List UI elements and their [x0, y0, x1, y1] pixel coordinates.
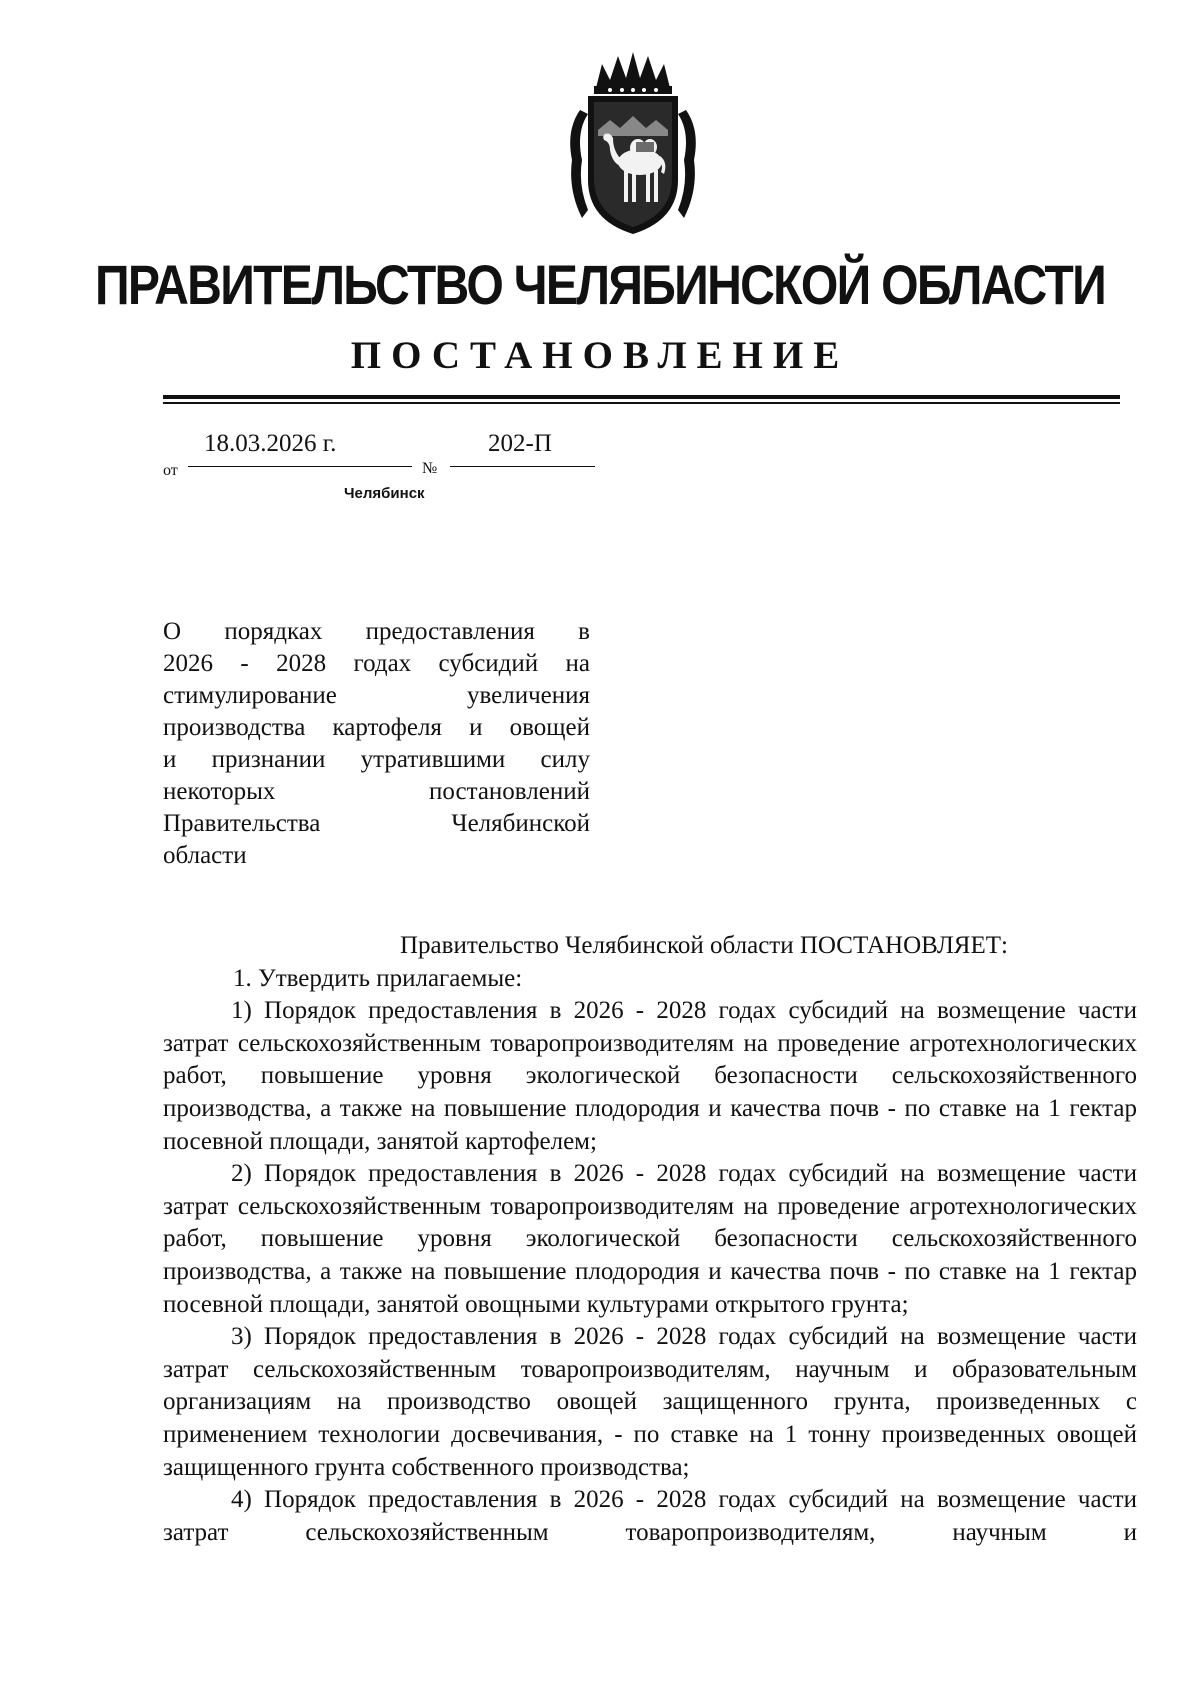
city-name: Челябинск — [344, 485, 425, 502]
document-kind-title: ПОСТАНОВЛЕНИЕ — [350, 334, 850, 377]
document-body — [163, 930, 1137, 1549]
subject-line: и признании утратившими силу — [163, 746, 590, 773]
paragraph-subitem-2: 2) Порядок предоставления в 2026 - 2028 годах субсидий на возмещение части затрат сельскохозяйственным товаропроизводителям на проведение агротехнологических работ, повышение уровня экологической безопасности сельскохозяйственного производства, а также на повышение плодородия и качества почв - по ставке на 1 гектар посевной площади, занятой овощными культурами открытого грунта; — [163, 1160, 1137, 1318]
paragraph-subitem-3: 3) Порядок предоставления в 2026 - 2028 годах субсидий на возмещение части затрат сельскохозяйственным товаропроизводителям, научным и образовательным организациям на производство овощей защищенного грунта, произведенных с применением технологии досвечивания, - по ставке на 1 тонну произведенных овощей защищенного грунта собственного производства; — [163, 1323, 1137, 1481]
header-divider-thin — [163, 402, 1120, 404]
org-title: ПРАВИТЕЛЬСТВО ЧЕЛЯБИНСКОЙ ОБЛАСТИ — [95, 253, 1105, 316]
subject-line: области — [163, 842, 247, 869]
paragraph-subitem-1: 1) Порядок предоставления в 2026 - 2028 годах субсидий на возмещение части затрат сельскохозяйственным товаропроизводителям на проведение агротехнологических работ, повышение уровня экологической безопасности сельскохозяйственного производства, а также на повышение плодородия и качества почв - по ставке на 1 гектар посевной площади, занятой картофелем; — [163, 997, 1137, 1155]
paragraph-item-1: 1. Утвердить прилагаемые: — [233, 964, 523, 992]
subject-line: производства картофеля и овощей — [163, 714, 590, 741]
number-underline — [450, 466, 595, 467]
paragraph-subitem-4: 4) Порядок предоставления в 2026 - 2028 годах субсидий на возмещение части затрат сельскохозяйственным товаропроизводителям, научным и — [163, 1486, 1137, 1546]
resolution-intro: Правительство Челябинской области ПОСТАНОВЛЯЕТ: — [400, 932, 1008, 959]
subject-line: некоторых постановлений — [163, 778, 590, 805]
document-date: 18.03.2026 г. — [204, 430, 337, 457]
document-number: 202-П — [488, 430, 552, 457]
coat-of-arms-icon — [558, 50, 708, 240]
subject-line: 2026 - 2028 годах субсидий на — [163, 650, 590, 677]
number-prefix: № — [422, 460, 438, 477]
subject-line: стимулирование увеличения — [163, 682, 590, 709]
subject-line: Правительства Челябинской — [163, 810, 590, 837]
header-divider-thick — [163, 395, 1120, 399]
date-prefix: от — [163, 462, 178, 479]
document-subject — [163, 616, 590, 872]
subject-line: О порядках предоставления в — [163, 618, 590, 645]
date-underline — [188, 466, 412, 467]
